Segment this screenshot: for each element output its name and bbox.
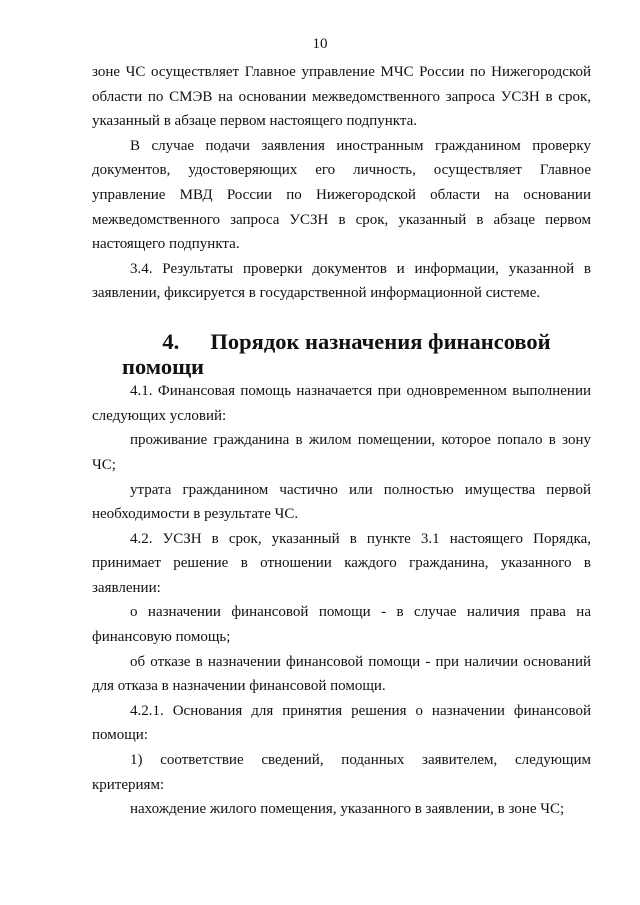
paragraph-foreign-citizen: В случае подачи заявления иностранным гражданином проверку документов, удостоверяющих его личность, осуществляет Главное управление МВД России по Нижегородской области на основании межведомственного запроса УСЗН в срок, указанный в абзаце первом настоящего подпункта. <box>92 137 591 253</box>
condition-property-loss: утрата гражданином частично или полностью имущества первой необходимости в результате ЧС. <box>92 481 591 523</box>
section-title: Порядок назначения финансовой помощи <box>122 328 551 379</box>
paragraph-4-2: 4.2. УСЗН в срок, указанный в пункте 3.1 настоящего Порядка, принимает решение в отношении каждого гражданина, указанного в заявлении: <box>92 530 591 596</box>
criterion-1: 1) соответствие сведений, поданных заявителем, следующим критериям: <box>92 752 591 793</box>
paragraph-4-2-1: 4.2.1. Основания для принятия решения о назначении финансовой помощи: <box>92 702 591 744</box>
document-body <box>92 60 591 822</box>
section-number: 4. <box>162 328 180 354</box>
paragraph-3-4: 3.4. Результаты проверки документов и информации, указанной в заявлении, фиксируется в государственной информационной системе. <box>92 260 591 302</box>
page-number: 10 <box>312 36 328 52</box>
decision-grant: о назначении финансовой помощи - в случае наличия права на финансовую помощь; <box>92 604 591 646</box>
section-heading <box>92 330 591 379</box>
paragraph-4-1: 4.1. Финансовая помощь назначается при одновременном выполнении следующих условий: <box>92 383 591 424</box>
decision-refusal: об отказе в назначении финансовой помощи - при наличии оснований для отказа в назначении финансовой помощи. <box>92 653 591 695</box>
paragraph-continuation: зоне ЧС осуществляет Главное управление МЧС России по Нижегородской области по СМЭВ на основании межведомственного запроса УСЗН в срок, указанный в абзаце первом настоящего подпункта. <box>92 64 591 130</box>
condition-residence: проживание гражданина в жилом помещении, которое попало в зону ЧС; <box>92 432 591 473</box>
criterion-location: нахождение жилого помещения, указанного в заявлении, в зоне ЧС; <box>130 801 565 818</box>
